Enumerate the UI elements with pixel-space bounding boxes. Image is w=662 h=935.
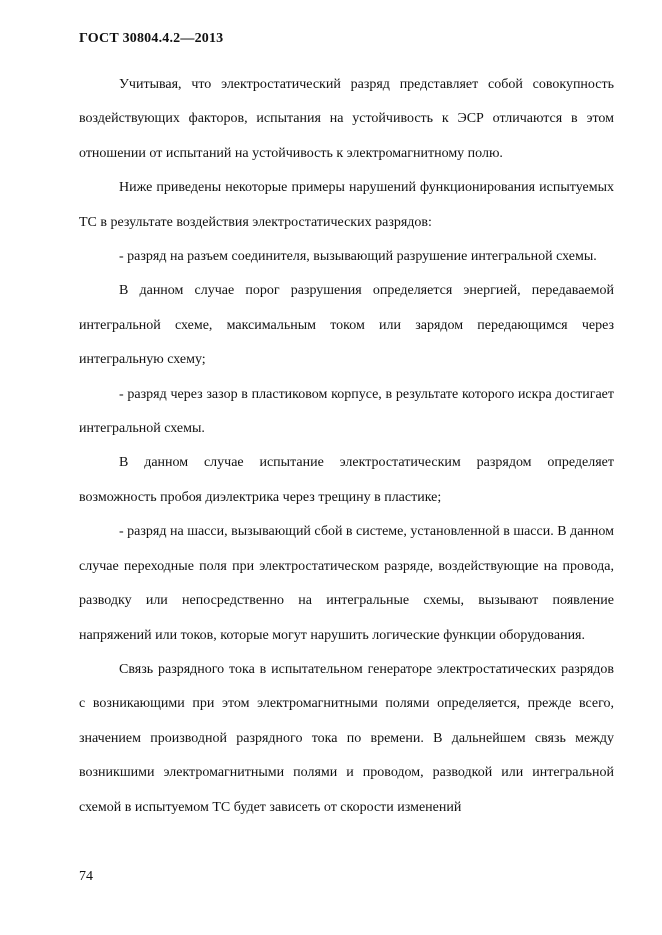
page-number: 74 (79, 869, 93, 884)
paragraph-chassis-discharge: - разряд на шасси, вызывающий сбой в системе, установленной в шасси. В данном случае переходные поля при электростатическом разряде, воздействующие на провода, разводку или непосредственно на интегральные схемы, вызывают появление напряжений или токов, которые могут нарушить логические функции оборудования. (79, 524, 614, 643)
document-header: ГОСТ 30804.4.2—2013 (79, 31, 224, 46)
paragraph-dielectric-breakdown: В данном случае испытание электростатическим разрядом определяет возможность пробоя диэлектрика через трещину в пластике; (79, 455, 614, 505)
document-body (79, 68, 614, 825)
paragraph-connector-discharge: - разряд на разъем соединителя, вызывающий разрушение интегральной схемы. (119, 249, 597, 265)
paragraph-current-coupling: Связь разрядного тока в испытательном генераторе электростатических разрядов с возникающими при этом электромагнитными полями определяется, прежде всего, значением производной разрядного тока по времени. В дальнейшем связь между возникшими электромагнитными полями и проводом, разводкой или интегральной схемой в испытуемом ТС будет зависеть от скорости изменений (79, 661, 614, 815)
paragraph-esd-intro: Учитывая, что электростатический разряд представляет собой совокупность воздействующих факторов, испытания на устойчивость к ЭСР отличаются в этом отношении от испытаний на устойчивость к электромагнитному полю. (79, 77, 614, 161)
paragraph-examples-intro: Ниже приведены некоторые примеры нарушений функционирования испытуемых ТС в результате воздействия электростатических разрядов: (79, 180, 614, 230)
paragraph-destruction-threshold: В данном случае порог разрушения определяется энергией, передаваемой интегральной схеме, максимальным током или зарядом передающимся через интегральную схему; (79, 283, 614, 368)
paragraph-gap-discharge: - разряд через зазор в пластиковом корпусе, в результате которого искра достигает интегральной схемы. (79, 386, 614, 437)
